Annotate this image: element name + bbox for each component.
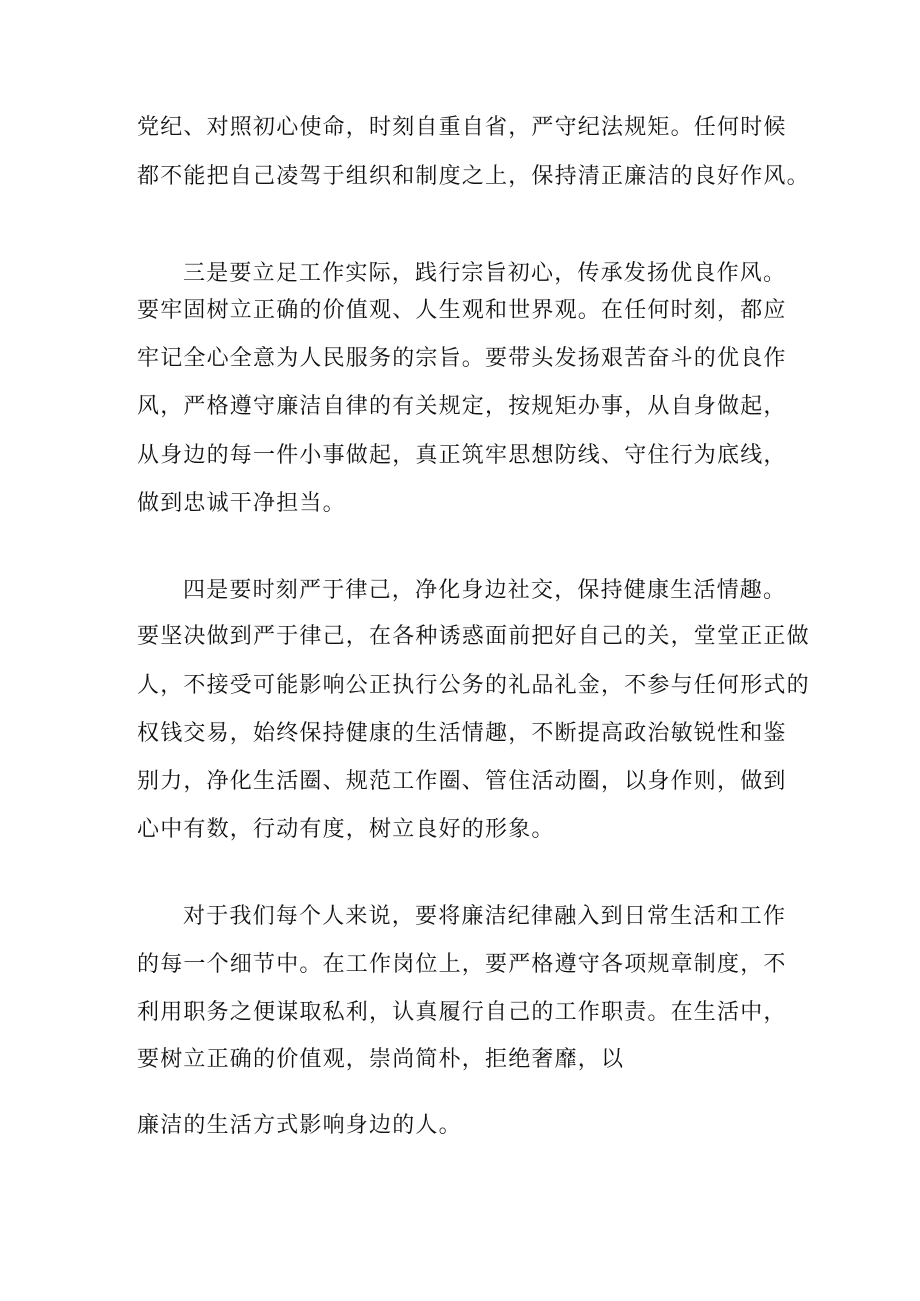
paragraph-2-line-1: 三是要立足工作实际，践行宗旨初心，传承发扬优良作风。 xyxy=(183,261,787,286)
paragraph-2-line-6: 做到忠诚干净担当。 xyxy=(137,491,346,516)
paragraph-3-line-1: 四是要时刻严于律己，净化身边社交，保持健康生活情趣。 xyxy=(183,578,787,603)
paragraph-3-line-5: 别力，净化生活圈、规范工作圈、管住活动圈，以身作则，做到 xyxy=(137,769,787,794)
paragraph-2-line-3: 牢记全心全意为人民服务的宗旨。要带头发扬艰苦奋斗的优良作 xyxy=(137,346,787,371)
paragraph-3-line-3: 人，不接受可能影响公正执行公务的礼品礼金，不参与任何形式的 xyxy=(137,673,810,698)
paragraph-1-line-1: 党纪、对照初心使命，时刻自重自省，严守纪法规矩。任何时候 xyxy=(137,115,787,140)
paragraph-2-line-2: 要牢固树立正确的价值观、人生观和世界观。在任何时刻，都应 xyxy=(137,298,787,323)
paragraph-2-line-5: 从身边的每一件小事做起，真正筑牢思想防线、守住行为底线， xyxy=(137,443,787,468)
paragraph-4-line-1: 对于我们每个人来说，要将廉洁纪律融入到日常生活和工作 xyxy=(183,904,787,929)
paragraph-2-line-4: 风，严格遵守廉洁自律的有关规定，按规矩办事，从自身做起， xyxy=(137,394,787,419)
paragraph-1-line-2: 都不能把自己凌驾于组织和制度之上，保持清正廉洁的良好作风。 xyxy=(137,164,810,189)
paragraph-4-line-2: 的每一个细节中。在工作岗位上，要严格遵守各项规章制度，不 xyxy=(137,952,787,977)
paragraph-4-line-5: 廉洁的生活方式影响身边的人。 xyxy=(137,1113,462,1138)
paragraph-4-line-4: 要树立正确的价值观，崇尚简朴，拒绝奢靡，以 xyxy=(137,1047,625,1072)
paragraph-3-line-4: 权钱交易，始终保持健康的生活情趣，不断提高政治敏锐性和鉴 xyxy=(137,721,787,746)
paragraph-3-line-6: 心中有数，行动有度，树立良好的形象。 xyxy=(137,817,555,842)
paragraph-4-line-3: 利用职务之便谋取私利，认真履行自己的工作职责。在生活中， xyxy=(137,1000,787,1025)
paragraph-3-line-2: 要坚决做到严于律己，在各种诱惑面前把好自己的关，堂堂正正做 xyxy=(137,624,810,649)
